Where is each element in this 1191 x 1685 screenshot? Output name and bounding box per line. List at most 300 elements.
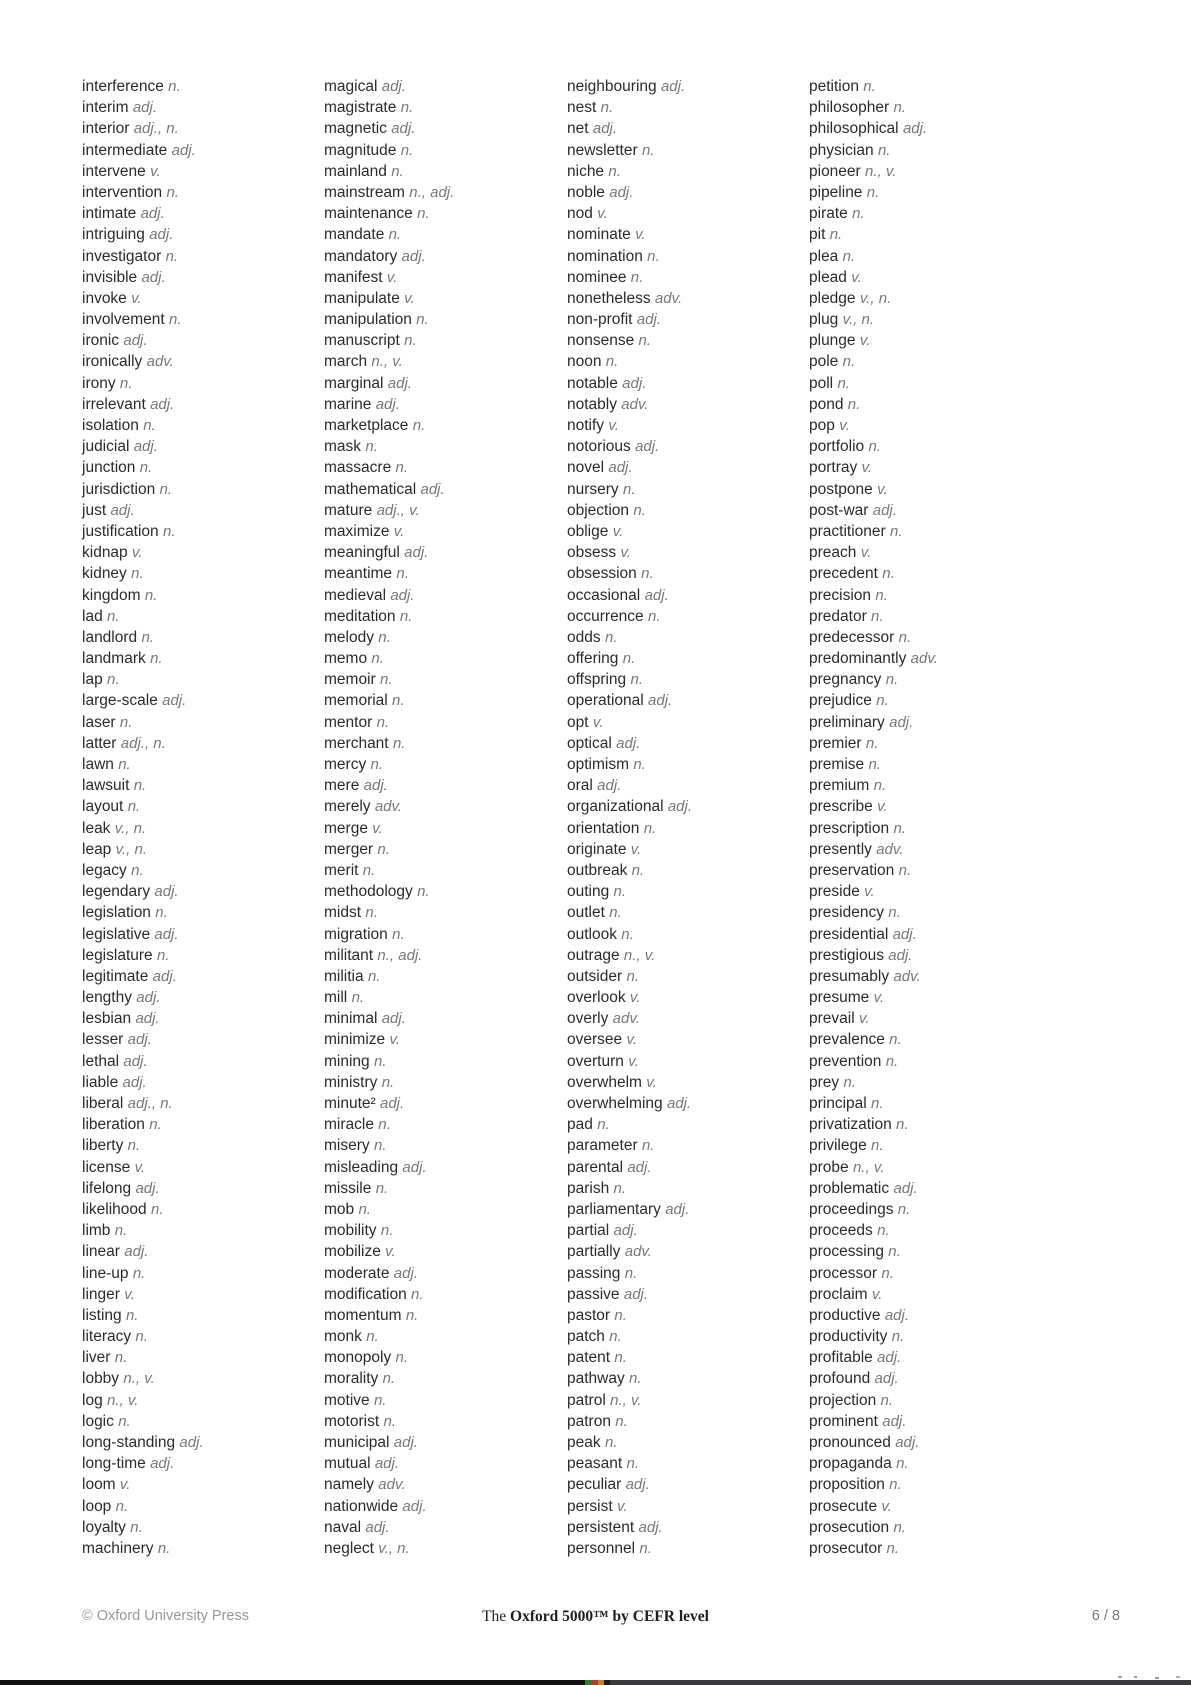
part-of-speech: n.	[893, 819, 906, 837]
word: magistrate	[324, 99, 397, 117]
list-item	[324, 1051, 562, 1072]
part-of-speech: n.	[882, 565, 895, 583]
part-of-speech: n.	[888, 1243, 901, 1261]
list-item	[567, 97, 805, 118]
list-item	[567, 796, 805, 817]
part-of-speech: n.	[166, 183, 179, 201]
part-of-speech: n.	[898, 628, 912, 646]
list-item	[82, 309, 320, 330]
part-of-speech: adj.	[877, 1349, 902, 1367]
word: legislative	[82, 925, 151, 943]
list-item	[567, 203, 805, 224]
word: morality	[324, 1370, 379, 1388]
part-of-speech: n.	[375, 1179, 389, 1197]
word: proceedings	[809, 1200, 894, 1218]
part-of-speech: n.	[150, 1200, 164, 1218]
list-item	[809, 1199, 1047, 1220]
part-of-speech: n.	[107, 607, 120, 625]
list-item	[809, 1368, 1047, 1389]
part-of-speech: v., n.	[842, 311, 875, 329]
word: optical	[567, 734, 612, 752]
part-of-speech: n.	[144, 586, 158, 604]
part-of-speech: adj.	[608, 459, 633, 477]
part-of-speech: adj.	[150, 395, 175, 413]
word: principal	[809, 1095, 867, 1112]
part-of-speech: adj.	[402, 1158, 427, 1176]
part-of-speech: n.	[880, 1391, 894, 1409]
list-item	[809, 1474, 1047, 1495]
part-of-speech: n.	[114, 1349, 128, 1367]
part-of-speech: adj.	[592, 120, 618, 138]
part-of-speech: n.	[392, 925, 405, 943]
part-of-speech: n.	[365, 904, 378, 922]
list-item	[324, 457, 562, 478]
list-item	[82, 457, 320, 478]
part-of-speech: adj.	[381, 1010, 406, 1028]
part-of-speech: adj.	[135, 1179, 160, 1197]
list-item	[567, 436, 805, 457]
list-item	[324, 1284, 562, 1305]
word: net	[567, 120, 589, 138]
word: magical	[324, 78, 378, 95]
list-item	[809, 987, 1047, 1008]
part-of-speech: v.	[871, 1285, 883, 1303]
list-item	[567, 1453, 805, 1474]
part-of-speech: adj.	[135, 1010, 160, 1028]
part-of-speech: adj.	[391, 120, 416, 138]
list-item	[567, 394, 805, 415]
word: intermediate	[82, 141, 168, 159]
list-item	[567, 690, 805, 711]
list-item	[567, 1368, 805, 1389]
part-of-speech: adj.	[122, 1073, 147, 1091]
list-item	[809, 479, 1047, 500]
word: motorist	[324, 1412, 380, 1430]
part-of-speech: n.	[622, 650, 636, 668]
word: proclaim	[809, 1285, 868, 1303]
page-number: 6 / 8	[1091, 1608, 1120, 1624]
word: leap	[82, 840, 112, 858]
part-of-speech: v.	[877, 798, 888, 816]
list-item	[809, 500, 1047, 521]
word: prosecute	[809, 1497, 878, 1515]
word: merge	[324, 819, 368, 837]
part-of-speech: v.	[851, 268, 862, 286]
list-item	[82, 479, 320, 500]
list-item	[324, 500, 562, 521]
word: preliminary	[809, 713, 885, 731]
list-item	[567, 1093, 805, 1114]
part-of-speech: adj., n.	[127, 1095, 173, 1112]
word: linear	[82, 1243, 120, 1261]
part-of-speech: v.	[372, 819, 383, 837]
word: liver	[82, 1349, 111, 1367]
list-item	[567, 585, 805, 606]
word: mask	[324, 438, 362, 456]
word: nominee	[567, 268, 627, 286]
list-item	[324, 1072, 562, 1093]
word: long-time	[82, 1455, 146, 1473]
part-of-speech: n.	[888, 904, 901, 922]
list-item	[567, 945, 805, 966]
document-title	[0, 1608, 1191, 1626]
word: pond	[809, 395, 844, 413]
list-item	[809, 224, 1047, 245]
list-item	[809, 118, 1047, 139]
part-of-speech: n.	[893, 99, 906, 117]
list-item	[324, 140, 562, 161]
part-of-speech: n.	[370, 756, 384, 773]
word: mandatory	[324, 247, 398, 265]
list-item	[567, 1157, 805, 1178]
list-item	[82, 987, 320, 1008]
list-item	[324, 203, 562, 224]
part-of-speech: adj.	[667, 798, 693, 816]
list-item	[567, 563, 805, 584]
word: manipulate	[324, 289, 400, 307]
part-of-speech: n.	[876, 692, 889, 710]
list-item	[567, 1029, 805, 1050]
list-item	[324, 839, 562, 860]
list-item	[809, 457, 1047, 478]
list-item	[82, 690, 320, 711]
word: misery	[324, 1137, 370, 1155]
list-item	[567, 1199, 805, 1220]
list-item	[82, 1199, 320, 1220]
word: magnetic	[324, 120, 387, 138]
list-item	[809, 1538, 1047, 1559]
part-of-speech: n.	[388, 226, 402, 244]
word: precedent	[809, 565, 878, 583]
word: mobility	[324, 1222, 377, 1240]
part-of-speech: adj.	[141, 268, 166, 286]
list-item	[82, 1326, 320, 1347]
word: ironically	[82, 353, 143, 371]
list-item	[82, 521, 320, 542]
part-of-speech: n.	[371, 650, 384, 668]
word: likelihood	[82, 1200, 147, 1218]
list-item	[809, 818, 1047, 839]
list-item	[567, 1474, 805, 1495]
part-of-speech: n.	[638, 332, 652, 350]
part-of-speech: n.	[405, 1306, 419, 1324]
part-of-speech: n.	[159, 480, 173, 498]
word: patch	[567, 1328, 605, 1346]
word: minimal	[324, 1010, 378, 1028]
word: monopoly	[324, 1349, 392, 1367]
list-item	[324, 902, 562, 923]
word: pronounced	[809, 1434, 891, 1451]
word: log	[82, 1391, 103, 1409]
word: prestigious	[809, 946, 884, 964]
list-item	[809, 140, 1047, 161]
word: pop	[809, 417, 835, 434]
list-item	[324, 860, 562, 881]
part-of-speech: adj.	[609, 183, 634, 201]
part-of-speech: n.	[885, 1052, 899, 1070]
list-item	[809, 542, 1047, 563]
part-of-speech: n.	[605, 353, 619, 371]
list-item	[809, 394, 1047, 415]
list-item	[324, 76, 562, 97]
word: landmark	[82, 650, 146, 668]
part-of-speech: v.	[858, 1010, 870, 1028]
list-item	[324, 1432, 562, 1453]
part-of-speech: v.	[646, 1073, 657, 1091]
part-of-speech: n., adj.	[409, 183, 455, 201]
list-item	[82, 1453, 320, 1474]
list-item	[82, 1368, 320, 1389]
next-page-edge-gray-segment	[610, 1680, 1191, 1685]
word: liable	[82, 1073, 119, 1091]
part-of-speech: n.	[643, 819, 657, 837]
part-of-speech: n.	[641, 141, 655, 159]
list-item	[567, 902, 805, 923]
word: parental	[567, 1158, 624, 1176]
list-item	[324, 224, 562, 245]
list-item	[82, 1347, 320, 1368]
word: marginal	[324, 374, 384, 392]
list-item	[82, 1432, 320, 1453]
part-of-speech: adv.	[612, 1010, 640, 1028]
word: patrol	[567, 1391, 606, 1409]
list-item	[567, 1432, 805, 1453]
part-of-speech: adv.	[876, 840, 904, 858]
word: pipeline	[809, 183, 863, 201]
part-of-speech: adj., n.	[120, 734, 166, 752]
list-item	[567, 1072, 805, 1093]
list-item	[809, 330, 1047, 351]
word: liberation	[82, 1116, 145, 1134]
list-item	[324, 1093, 562, 1114]
word: ironic	[82, 332, 120, 350]
word: irony	[82, 374, 116, 392]
word: mainland	[324, 162, 387, 180]
part-of-speech: adj.	[616, 734, 641, 752]
edge-artifact-speck	[1134, 1676, 1137, 1678]
list-item	[324, 542, 562, 563]
list-item	[324, 1008, 562, 1029]
list-item	[809, 76, 1047, 97]
part-of-speech: v., n.	[859, 289, 892, 307]
list-item	[324, 1178, 562, 1199]
list-item	[82, 818, 320, 839]
word: ministry	[324, 1073, 378, 1091]
word: precision	[809, 586, 872, 604]
word: organizational	[567, 798, 664, 816]
list-item	[567, 1220, 805, 1241]
list-item	[324, 1220, 562, 1241]
part-of-speech: adj.	[872, 501, 897, 519]
part-of-speech: adj.	[132, 99, 158, 117]
word: oversee	[567, 1031, 623, 1049]
part-of-speech: adj.	[393, 1434, 418, 1451]
word: prominent	[809, 1412, 878, 1430]
list-item	[82, 1157, 320, 1178]
part-of-speech: adj.	[636, 311, 661, 329]
list-item	[324, 1029, 562, 1050]
part-of-speech: adj.	[162, 692, 187, 710]
part-of-speech: n.	[626, 967, 639, 985]
word: lethal	[82, 1052, 120, 1070]
list-item	[82, 1178, 320, 1199]
part-of-speech: n.	[139, 459, 153, 477]
word: lengthy	[82, 989, 132, 1007]
list-item	[82, 436, 320, 457]
list-item	[324, 1326, 562, 1347]
part-of-speech: n.	[149, 1116, 162, 1134]
word: overly	[567, 1010, 609, 1028]
word: peculiar	[567, 1476, 622, 1494]
word-list-column-1	[82, 76, 320, 1559]
list-item	[324, 563, 562, 584]
list-item	[809, 1453, 1047, 1474]
word: motive	[324, 1391, 370, 1409]
list-item	[82, 839, 320, 860]
word: isolation	[82, 417, 139, 434]
word: missile	[324, 1179, 372, 1197]
list-item	[809, 1411, 1047, 1432]
word: nod	[567, 205, 593, 223]
list-item	[82, 1072, 320, 1093]
part-of-speech: v.	[626, 1031, 638, 1049]
part-of-speech: n.	[130, 1518, 143, 1536]
part-of-speech: n.	[114, 1222, 128, 1240]
part-of-speech: n.	[633, 756, 646, 773]
list-item	[567, 457, 805, 478]
word: mere	[324, 777, 360, 795]
word: line-up	[82, 1264, 129, 1282]
word: listing	[82, 1306, 122, 1324]
part-of-speech: adj.	[171, 141, 196, 159]
part-of-speech: n.	[842, 247, 856, 265]
part-of-speech: n.	[378, 1116, 391, 1134]
part-of-speech: adj.	[401, 247, 426, 265]
word: notify	[567, 417, 605, 434]
word: memo	[324, 650, 368, 668]
word: loop	[82, 1497, 112, 1515]
list-item	[809, 627, 1047, 648]
word-list-column-3	[567, 76, 805, 1559]
word: passing	[567, 1264, 621, 1282]
part-of-speech: n.	[132, 1264, 146, 1282]
word: judicial	[82, 438, 130, 456]
list-item	[82, 1093, 320, 1114]
list-item	[324, 1241, 562, 1262]
list-item	[324, 606, 562, 627]
word: privatization	[809, 1116, 892, 1134]
part-of-speech: adj.	[127, 1031, 152, 1049]
word: municipal	[324, 1434, 390, 1451]
part-of-speech: n.	[366, 1328, 379, 1346]
word: intimate	[82, 205, 137, 223]
word: occurrence	[567, 607, 644, 625]
part-of-speech: n.	[358, 1200, 371, 1218]
word: memorial	[324, 692, 388, 710]
word: interior	[82, 120, 130, 138]
word: midst	[324, 904, 362, 922]
list-item	[82, 585, 320, 606]
part-of-speech: n.	[604, 628, 618, 646]
part-of-speech: n.	[871, 1137, 884, 1155]
word: orientation	[567, 819, 640, 837]
part-of-speech: v., n.	[114, 819, 147, 837]
list-item	[809, 1093, 1047, 1114]
word: portfolio	[809, 438, 865, 456]
list-item	[809, 1305, 1047, 1326]
list-item	[567, 330, 805, 351]
word: modification	[324, 1285, 407, 1303]
word: productivity	[809, 1328, 888, 1346]
part-of-speech: adj.	[597, 777, 622, 795]
word: mob	[324, 1200, 355, 1218]
part-of-speech: n.	[885, 671, 899, 689]
part-of-speech: n.	[875, 586, 888, 604]
part-of-speech: n.	[631, 861, 645, 879]
list-item	[809, 1072, 1047, 1093]
part-of-speech: n.	[641, 1137, 655, 1155]
word: loom	[82, 1476, 116, 1494]
part-of-speech: adj.	[644, 586, 669, 604]
word: neighbouring	[567, 78, 657, 95]
list-item	[324, 436, 562, 457]
part-of-speech: adj.	[622, 374, 647, 392]
word: namely	[324, 1476, 374, 1494]
list-item	[82, 182, 320, 203]
list-item	[567, 987, 805, 1008]
word: pit	[809, 226, 826, 244]
list-item	[82, 775, 320, 796]
word: predator	[809, 607, 867, 625]
list-item	[567, 860, 805, 881]
list-item	[809, 373, 1047, 394]
part-of-speech: n., v.	[123, 1370, 155, 1388]
list-item	[82, 648, 320, 669]
word: outbreak	[567, 861, 628, 879]
word: militant	[324, 946, 374, 964]
word: jurisdiction	[82, 480, 156, 498]
part-of-speech: n.	[615, 1412, 628, 1430]
part-of-speech: n.	[890, 522, 903, 540]
list-item	[324, 733, 562, 754]
list-item	[567, 1178, 805, 1199]
part-of-speech: n.	[169, 311, 182, 329]
word: persistent	[567, 1518, 635, 1536]
word: mining	[324, 1052, 370, 1070]
word: melody	[324, 628, 374, 646]
list-item	[809, 1008, 1047, 1029]
list-item	[82, 902, 320, 923]
word: large-scale	[82, 692, 158, 710]
word: predominantly	[809, 650, 907, 668]
word: lap	[82, 671, 103, 689]
word: nonsense	[567, 332, 635, 350]
part-of-speech: adj.	[402, 1497, 427, 1515]
part-of-speech: v.	[132, 544, 143, 562]
part-of-speech: n.	[365, 438, 378, 456]
word: legacy	[82, 861, 127, 879]
word: prey	[809, 1073, 840, 1091]
list-item	[809, 1241, 1047, 1262]
part-of-speech: n.	[351, 989, 365, 1007]
list-item	[809, 1496, 1047, 1517]
word: prosecutor	[809, 1539, 883, 1557]
word: pastor	[567, 1306, 611, 1324]
part-of-speech: n.	[155, 904, 168, 922]
list-item	[567, 140, 805, 161]
page-footer	[0, 1608, 1191, 1630]
part-of-speech: n.	[896, 1455, 909, 1473]
